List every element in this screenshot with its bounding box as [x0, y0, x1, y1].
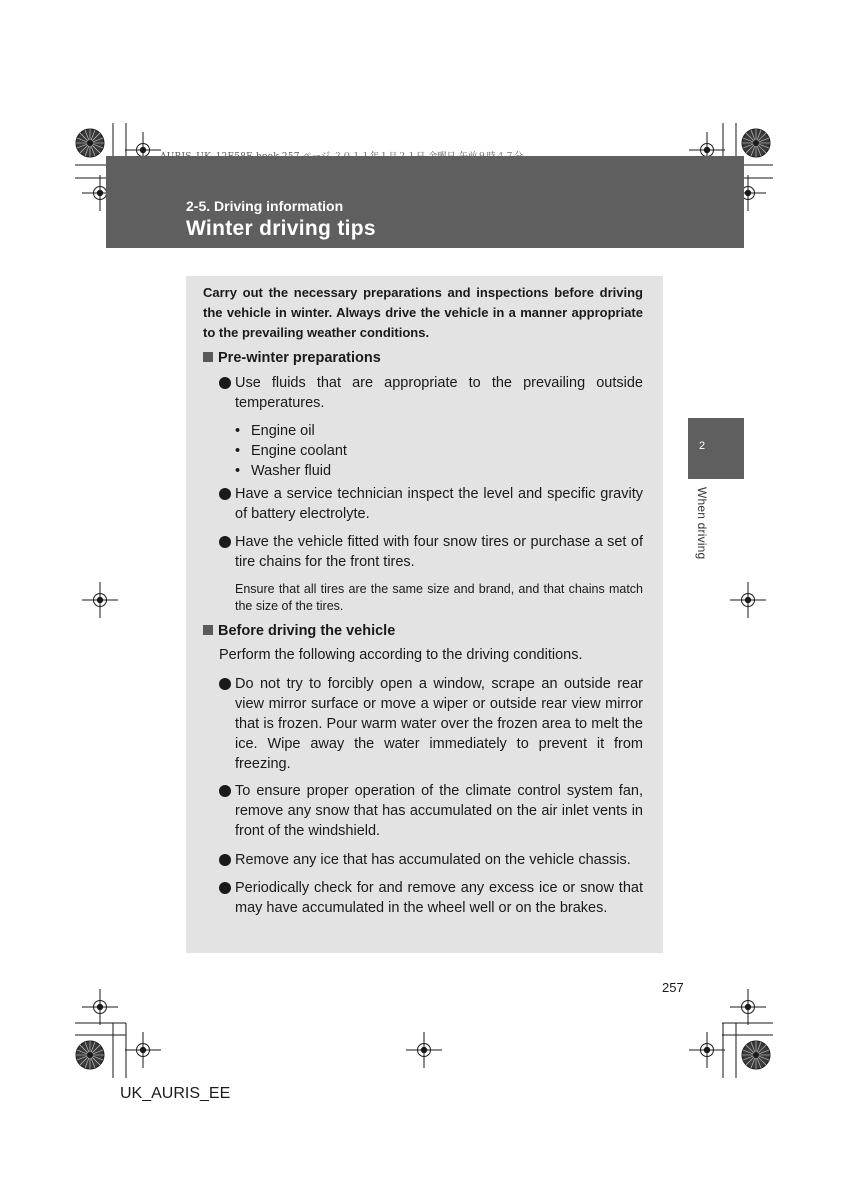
- lead-text: Perform the following according to the driving conditions.: [219, 647, 583, 663]
- sub-list-item: • Engine coolant: [235, 443, 347, 459]
- list-item: Use fluids that are appropriate to the prevailing outside temperatures.: [219, 373, 643, 413]
- chapter-tab: [688, 418, 744, 479]
- star-target-icon: [76, 129, 104, 157]
- registration-mark-icon: [730, 989, 766, 1025]
- list-item: Have a service technician inspect the level and specific gravity of battery electrolyte.: [219, 484, 643, 524]
- registration-mark-icon: [730, 582, 766, 618]
- bullet-dot-icon: [219, 377, 231, 389]
- intro-paragraph: Carry out the necessary preparations and inspections before driving the vehicle in winter. Always drive the vehicle in a manner appropriate to the prevailing weather conditions.: [203, 285, 643, 340]
- chapter-number: 2: [699, 440, 706, 452]
- square-bullet-icon: [203, 625, 213, 635]
- list-item: Periodically check for and remove any excess ice or snow that may have accumulated in the wheel well or on the brakes.: [219, 878, 643, 918]
- sub-list-item: • Washer fluid: [235, 463, 332, 479]
- section-heading: Before driving the vehicle: [203, 623, 395, 639]
- star-target-icon: [742, 1041, 770, 1069]
- list-item: Do not try to forcibly open a window, scrape an outside rear view mirror surface or move a wiper or outside rear view mirror that is frozen. Pour warm water over the frozen area to melt the ice. Wipe away the water immediately to prevent it from freezing.: [219, 674, 643, 774]
- registration-mark-icon: [82, 582, 118, 618]
- registration-mark-icon: [406, 1032, 442, 1068]
- sub-list-item: • Engine oil: [235, 423, 315, 439]
- bullet-dot-icon: [219, 488, 231, 500]
- bullet-dot-icon: [219, 536, 231, 548]
- note-text: Ensure that all tires are the same size and brand, and that chains match the size of the tires.: [235, 582, 643, 613]
- list-item: To ensure proper operation of the climate control system fan, remove any snow that has accumulated on the air inlet vents in front of the windshield.: [219, 781, 643, 841]
- title-band: [106, 156, 744, 248]
- registration-mark-icon: [689, 1032, 725, 1068]
- page-title: Winter driving tips: [186, 217, 376, 240]
- list-item: Remove any ice that has accumulated on the vehicle chassis.: [219, 850, 643, 870]
- star-target-icon: [742, 129, 770, 157]
- list-item: Have the vehicle fitted with four snow tires or purchase a set of tire chains for the front tires.: [219, 532, 643, 572]
- chapter-label: When driving: [695, 487, 709, 560]
- registration-mark-icon: [82, 989, 118, 1025]
- content-box: [186, 276, 663, 953]
- bullet-dot-icon: [219, 678, 231, 690]
- bullet-dot-icon: [219, 785, 231, 797]
- star-target-icon: [76, 1041, 104, 1069]
- square-bullet-icon: [203, 352, 213, 362]
- section-heading: Pre-winter preparations: [203, 350, 381, 366]
- footer-code: UK_AURIS_EE: [120, 1085, 231, 1102]
- bullet-dot-icon: [219, 882, 231, 894]
- bullet-dot-icon: [219, 854, 231, 866]
- section-label: 2-5. Driving information: [186, 198, 344, 214]
- page-number: 257: [662, 980, 684, 995]
- registration-mark-icon: [125, 1032, 161, 1068]
